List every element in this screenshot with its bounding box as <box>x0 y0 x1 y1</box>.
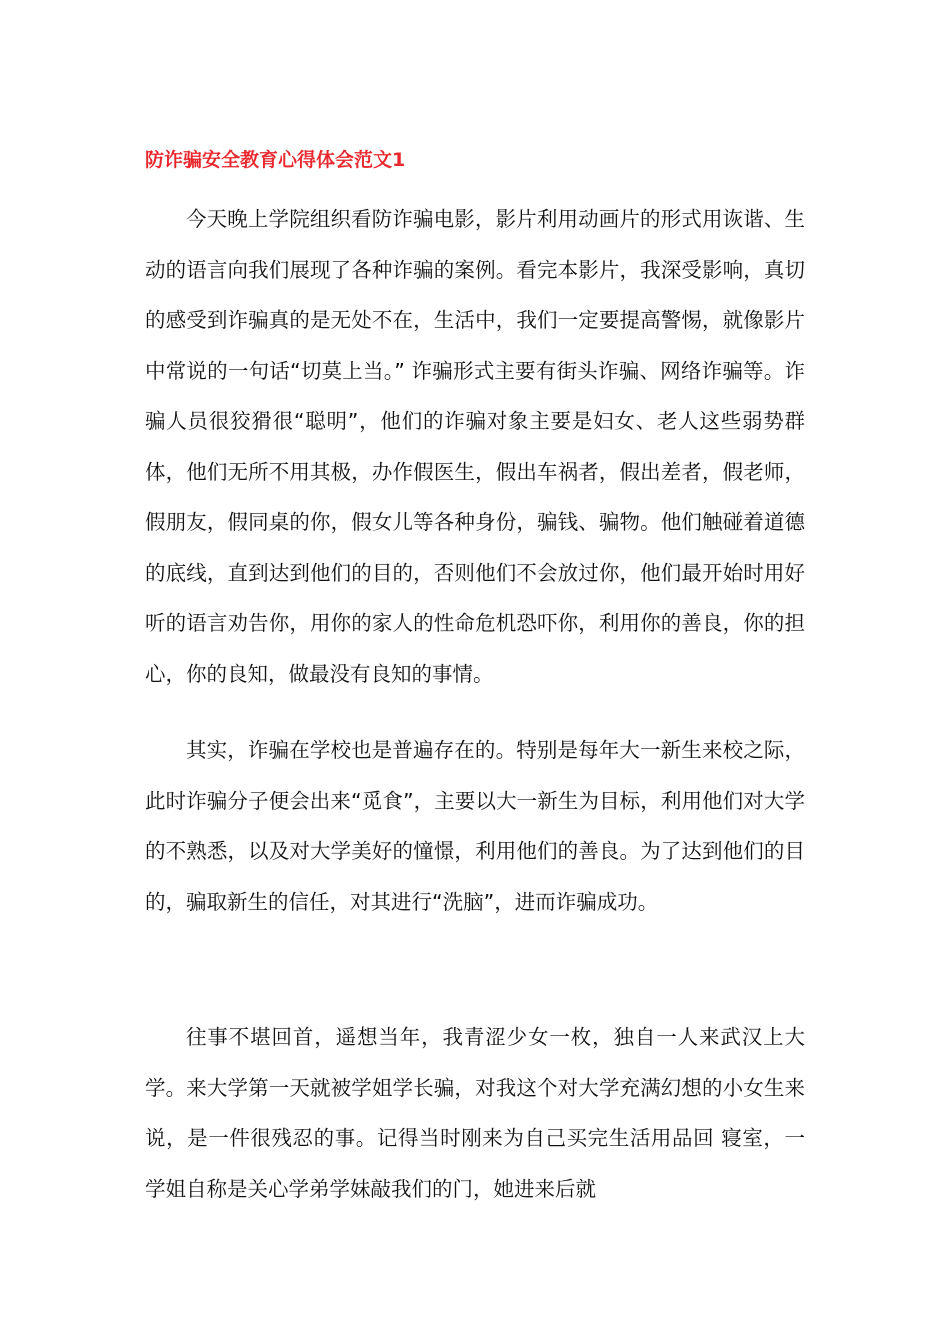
document-title: 防诈骗安全教育心得体会范文1 <box>145 149 406 171</box>
paragraph: 今天晚上学院组织看防诈骗电影，影片利用动画片的形式用诙谐、生动的语言向我们展现了各种诈骗的案例。看完本影片，我深受影响，真切的感受到诈骗真的是无处不在，生活中，我们一定要提高警惕，就像影片中常说的一句话“切莫上当。” 诈骗形式主要有街头诈骗、网络诈骗等。诈骗人员很狡猾很“聪明”，他们的诈骗对象主要是妇女、老人这些弱势群体，他们无所不用其极，办作假医生，假出车祸者，假出差者，假老师，假朋友，假同桌的你，假女儿等各种身份，骗钱、骗物。他们触碰着道德的底线，直到达到他们的目的，否则他们不会放过你，他们最开始时用好听的语言劝告你，用你的家人的性命危机恐吓你，利用你的善良，你的担心，你的良知，做最没有良知的事情。 <box>145 207 805 686</box>
paragraph: 往事不堪回首，遥想当年，我青涩少女一枚，独自一人来武汉上大学。来大学第一天就被学姐学长骗，对我这个对大学充满幻想的小女生来说，是一件很残忍的事。记得当时刚来为自己买完生活用品回 寝室，一学姐自称是关心学弟学妹敲我们的门，她进来后就 <box>145 1025 805 1201</box>
paragraph: 其实，诈骗在学校也是普遍存在的。特别是每年大一新生来校之际，此时诈骗分子便会出来“觅食”，主要以大一新生为目标，利用他们对大学的不熟悉，以及对大学美好的憧憬，利用他们的善良。为了达到他们的目的，骗取新生的信任，对其进行“洗脑”，进而诈骗成功。 <box>145 738 805 914</box>
